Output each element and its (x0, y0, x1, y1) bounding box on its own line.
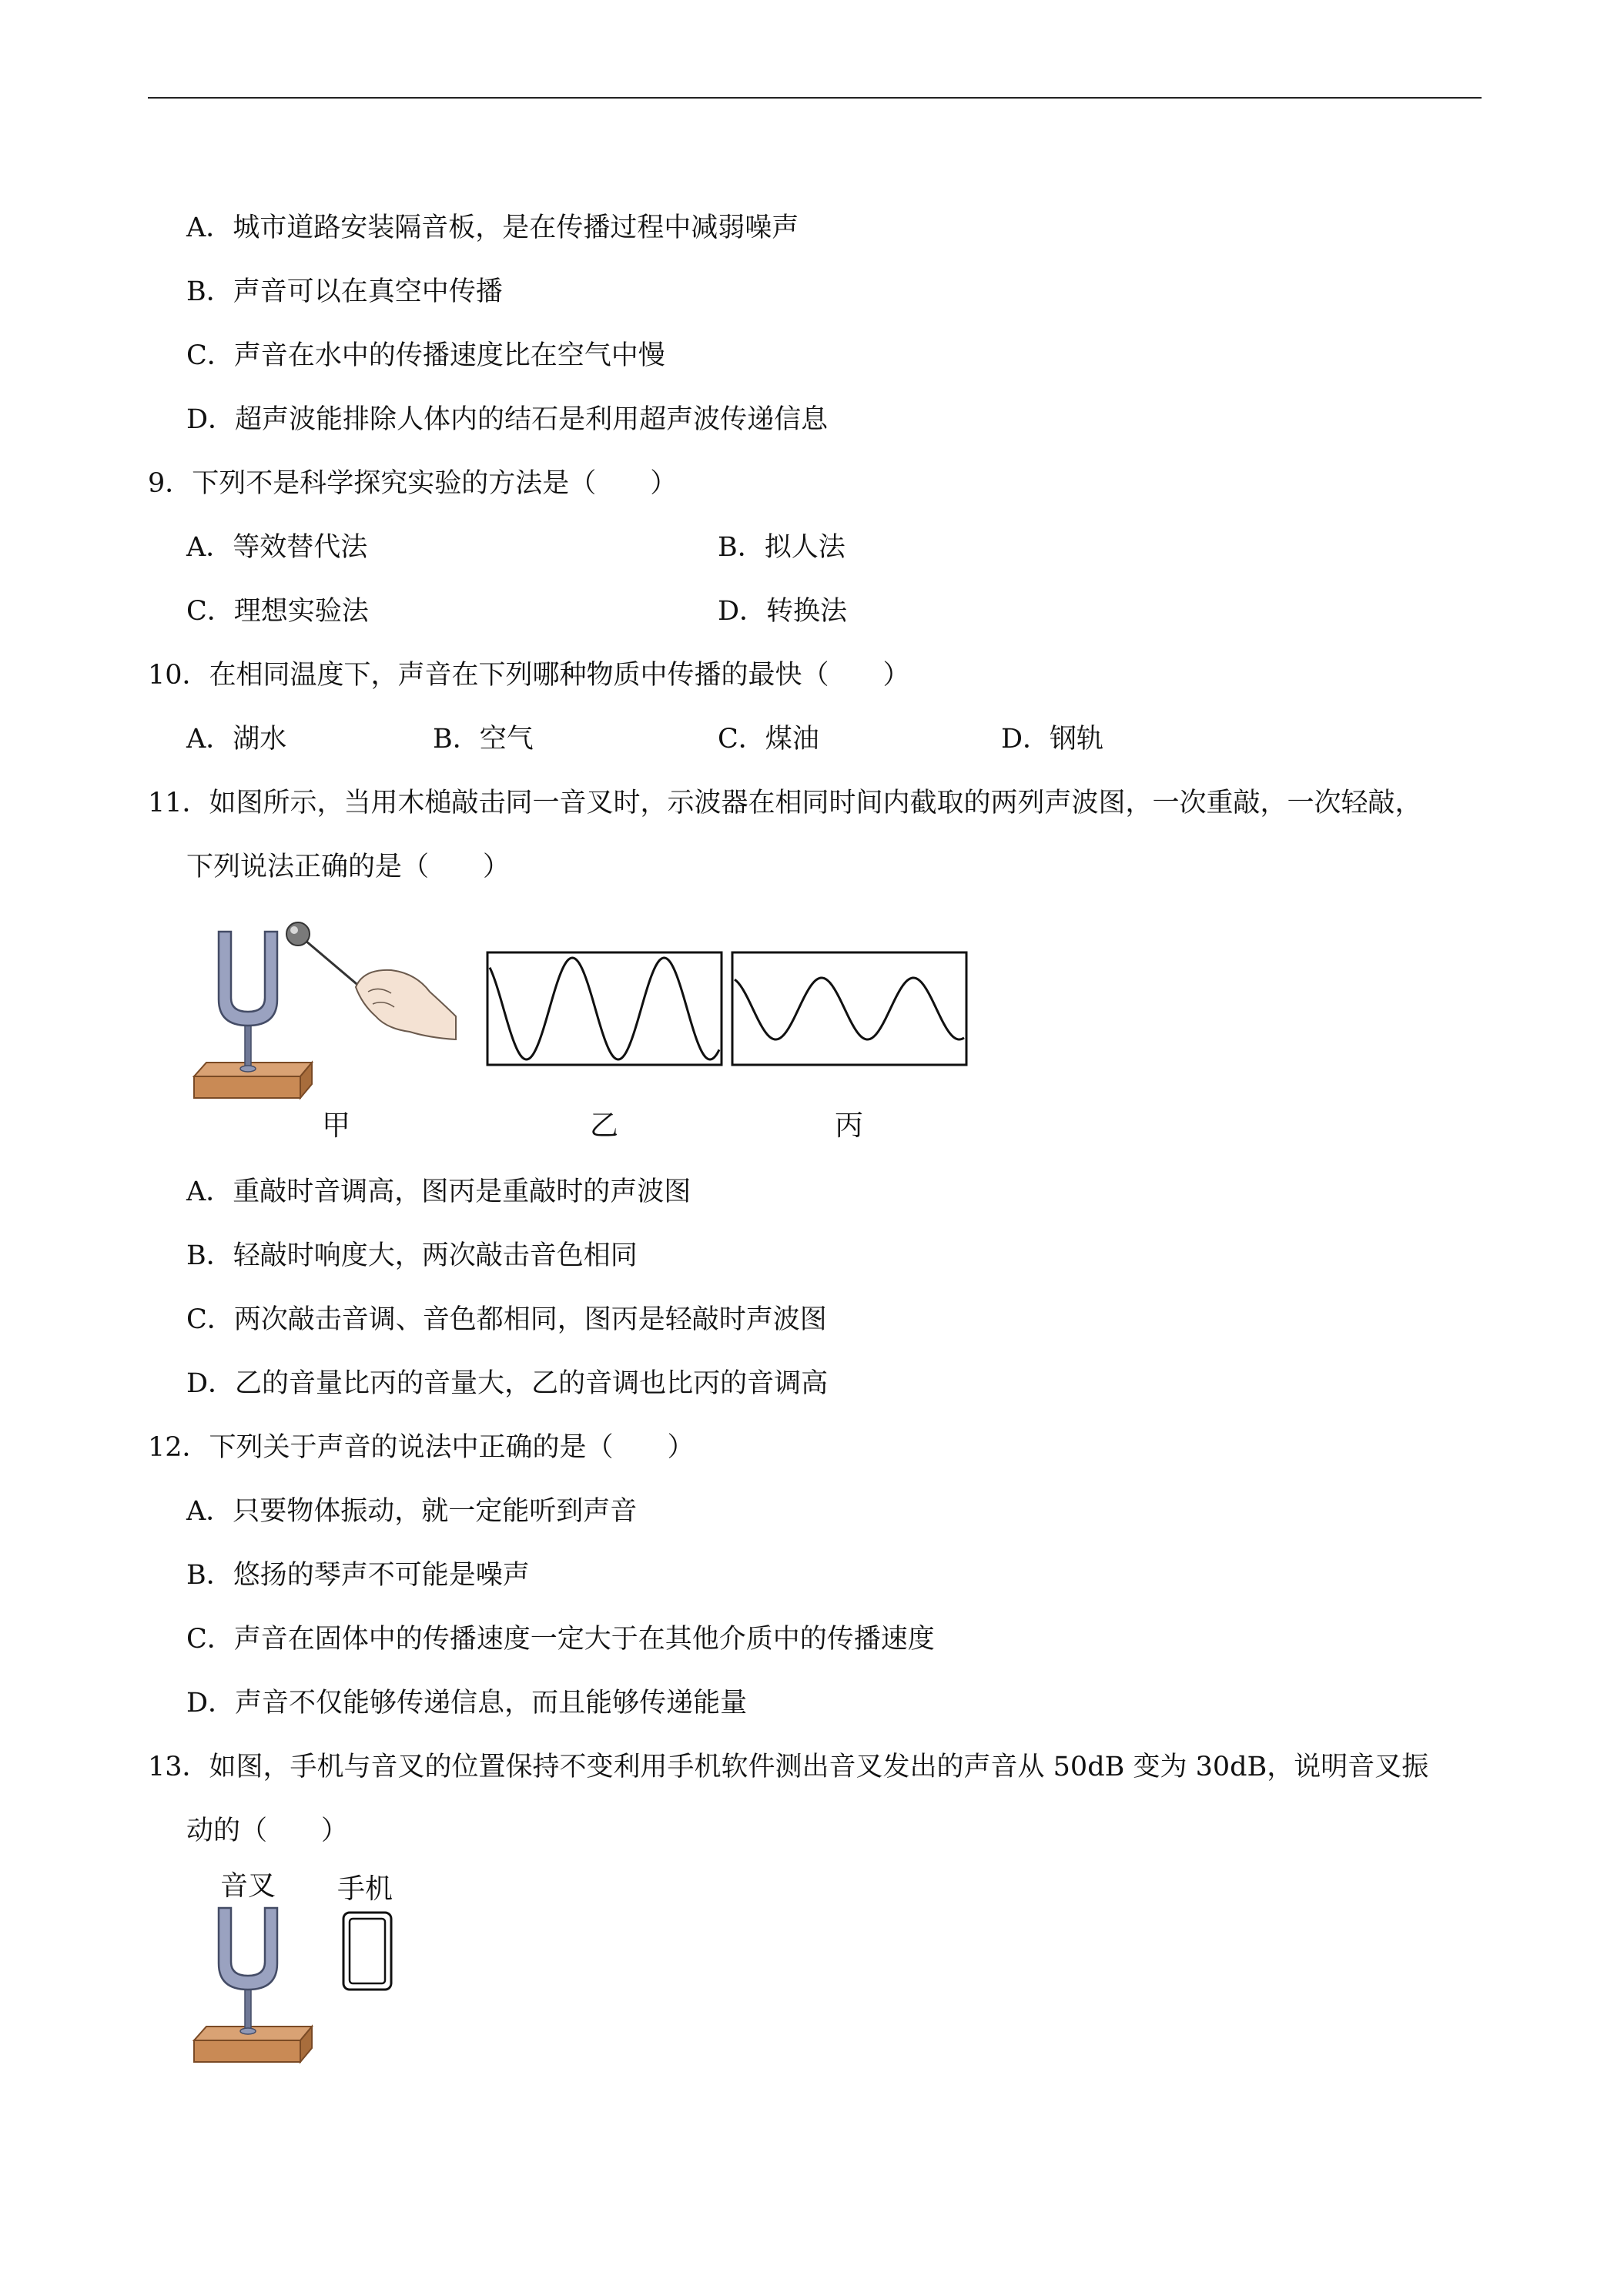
waveform-yi (487, 952, 722, 1066)
q12-option-b: B．悠扬的琴声不可能是噪声 (186, 1560, 530, 1591)
q10-option-b: B．空气 (433, 724, 534, 755)
q12-stem: 12．下列关于声音的说法中正确的是（ ） (148, 1432, 695, 1463)
q9-option-c: C．理想实验法 (186, 596, 369, 627)
figure-label-bing: 丙 (835, 1109, 863, 1142)
q8-option-a: A．城市道路安装隔音板，是在传播过程中减弱噪声 (186, 213, 799, 243)
q8-option-d: D．超声波能排除人体内的结石是利用超声波传递信息 (186, 404, 829, 435)
q11-stem-line1: 11．如图所示，当用木槌敲击同一音叉时，示波器在相同时间内截取的两列声波图，一次重敲，一次轻敲， (148, 788, 1422, 818)
q13-stem-line2: 动的（ ） (186, 1816, 349, 1846)
figure-label-jia: 甲 (322, 1109, 350, 1142)
q12-option-c: C．声音在固体中的传播速度一定大于在其他介质中的传播速度 (186, 1624, 935, 1655)
tuning-fork-figure (185, 1902, 316, 2071)
waveform-bing (732, 952, 967, 1066)
q11-stem-line2: 下列说法正确的是（ ） (186, 852, 511, 882)
figure-label-phone: 手机 (337, 1873, 393, 1905)
q11-option-b: B．轻敲时响度大，两次敲击音色相同 (186, 1240, 638, 1271)
figure-label-yi: 乙 (590, 1109, 618, 1142)
q11-option-a: A．重敲时音调高，图丙是重敲时的声波图 (186, 1176, 691, 1207)
q8-option-c: C．声音在水中的传播速度比在空气中慢 (186, 340, 665, 371)
q10-option-a: A．湖水 (186, 724, 287, 755)
q10-option-c: C．煤油 (718, 724, 819, 755)
q11-option-c: C．两次敲击音调、音色都相同，图丙是轻敲时声波图 (186, 1304, 827, 1335)
q10-option-d: D．钢轨 (1001, 724, 1104, 755)
q8-option-b: B．声音可以在真空中传播 (186, 276, 503, 307)
phone-icon (342, 1911, 393, 1991)
tuning-fork-hammer-figure (185, 909, 477, 1109)
q9-option-b: B．拟人法 (718, 532, 845, 563)
figure-label-tuning-fork: 音叉 (220, 1870, 276, 1902)
q10-stem: 10．在相同温度下，声音在下列哪种物质中传播的最快（ ） (148, 660, 910, 691)
q9-option-d: D．转换法 (718, 596, 848, 627)
q12-option-d: D．声音不仅能够传递信息，而且能够传递能量 (186, 1688, 748, 1719)
q11-option-d: D．乙的音量比丙的音量大，乙的音调也比丙的音调高 (186, 1368, 829, 1399)
header-rule (148, 97, 1482, 99)
q12-option-a: A．只要物体振动，就一定能听到声音 (186, 1496, 638, 1527)
q13-stem-line1: 13．如图，手机与音叉的位置保持不变利用手机软件测出音叉发出的声音从 50dB 变为 30dB，说明音叉振 (148, 1752, 1429, 1782)
q9-option-a: A．等效替代法 (186, 532, 368, 563)
q9-stem: 9．下列不是科学探究实验的方法是（ ） (148, 468, 678, 499)
